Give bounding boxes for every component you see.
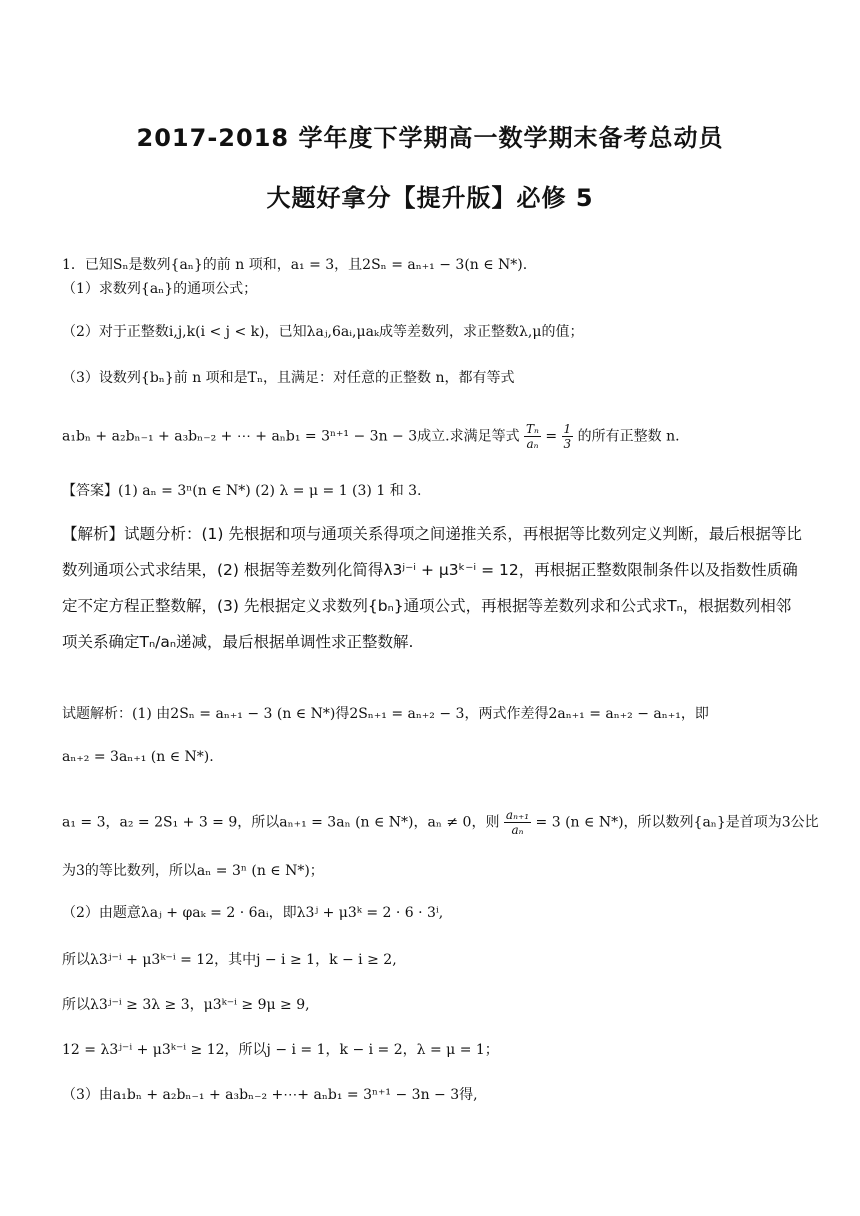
document-title: 2017-2018 学年度下学期高一数学期末备考总动员 [136, 124, 724, 152]
solution-line-9: （3）由a₁bₙ + a₂bₙ₋₁ + a₃bₙ₋₂ +⋯+ aₙb₁ = 3ⁿ⁺¹ − 3n − 3得, [62, 1087, 478, 1103]
document-subtitle: 大题好拿分【提升版】必修 5 [266, 184, 594, 212]
question-3-intro: （3）设数列{bₙ}前 n 项和是Tₙ，且满足：对任意的正整数 n，都有等式 [62, 370, 515, 386]
solution-line-5: （2）由题意λaⱼ + φaₖ = 2 · 6aᵢ，即λ3ʲ + μ3ᵏ = 2 · 6 · 3ⁱ, [62, 905, 444, 921]
fraction-denominator: aₙ [511, 823, 524, 837]
fraction-numerator: aₙ₊₁ [505, 808, 530, 822]
question-2: （2）对于正整数i,j,k(i < j < k)，已知λaⱼ,6aᵢ,μaₖ成等差数列，求正整数λ,μ的值； [62, 324, 584, 340]
solution-line-7: 所以λ3ʲ⁻ⁱ ≥ 3λ ≥ 3，μ3ᵏ⁻ⁱ ≥ 9μ ≥ 9, [62, 997, 310, 1013]
solution-line-3-text: a₁ = 3，a₂ = 2S₁ + 3 = 9，所以aₙ₊₁ = 3aₙ (n ∈ N*)，aₙ ≠ 0，则 [62, 814, 500, 831]
answer-line: 【答案】(1) aₙ = 3ⁿ(n ∈ N*) (2) λ = μ = 1 (3) 1 和 3. [62, 483, 422, 499]
tn-over-an-fraction [524, 422, 541, 451]
equals-three: = 3 [535, 814, 561, 831]
solution-line-4: 为3的等比数列，所以aₙ = 3ⁿ (n ∈ N*)； [62, 863, 324, 879]
question-3-condition-text: a₁bₙ + a₂bₙ₋₁ + a₃bₙ₋₂ + ⋯ + aₙb₁ = 3ⁿ⁺¹ − 3n − 3成立.求满足等式 [62, 428, 520, 445]
fraction-denominator: aₙ [526, 437, 539, 451]
ratio-fraction [504, 808, 531, 837]
solution-line-3-tail: (n ∈ N*)，所以数列{aₙ}是首项为3公比 [565, 814, 819, 831]
solution-line-1: 试题解析：(1) 由2Sₙ = aₙ₊₁ − 3 (n ∈ N*)得2Sₙ₊₁ = aₙ₊₂ − 3，两式作差得2aₙ₊₁ = aₙ₊₂ − aₙ₊₁，即 [62, 706, 709, 722]
question-1: （1）求数列{aₙ}的通项公式； [62, 281, 258, 297]
solution-line-3 [62, 808, 819, 837]
fraction-numerator: Tₙ [526, 422, 539, 436]
equals-sign: = [545, 428, 558, 445]
fraction-numerator: 1 [563, 422, 572, 436]
question-3-condition [62, 422, 680, 451]
fraction-denominator: 3 [563, 437, 572, 451]
solution-line-6: 所以λ3ʲ⁻ⁱ + μ3ᵏ⁻ⁱ = 12，其中j − i ≥ 1，k − i ≥ 2, [62, 952, 397, 968]
solution-line-2: aₙ₊₂ = 3aₙ₊₁ (n ∈ N*). [62, 749, 214, 765]
analysis-paragraph: 【解析】试题分析：(1) 先根据和项与通项关系得项之间递推关系，再根据等比数列定义判断，最后根据等比数列通项公式求结果，(2) 根据等差数列化简得λ3ʲ⁻ⁱ + μ3ᵏ⁻ⁱ = 12，再根据正整数限制条件以及指数性质确定不定方程正整数解，(3) 先根据定义求数列{bₙ}通项公式，再根据等差数列求和公式求Tₙ，根据数列相邻项关系确定Tₙ/aₙ递减，最后根据单调性求正整数解. [62, 525, 802, 651]
one-third-fraction [562, 422, 574, 451]
solution-line-8: 12 = λ3ʲ⁻ⁱ + μ3ᵏ⁻ⁱ ≥ 12，所以j − i = 1，k − i = 2，λ = μ = 1； [62, 1042, 499, 1058]
problem-stem: 1．已知Sₙ是数列{aₙ}的前 n 项和，a₁ = 3，且2Sₙ = aₙ₊₁ − 3(n ∈ N*). [62, 257, 528, 273]
question-3-condition-tail: 的所有正整数 n. [577, 428, 680, 445]
